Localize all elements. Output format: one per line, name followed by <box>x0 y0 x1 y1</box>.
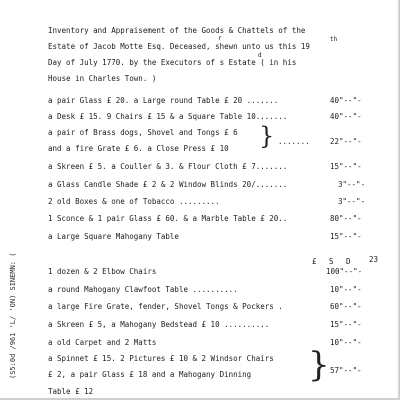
item-b-0: 1 dozen & 2 Elbow Chairs <box>48 267 157 276</box>
header-line-1: Inventory and Appraisement of the Goods & Chattels of the <box>48 26 306 35</box>
item-b-2-value: 60"--"- <box>330 302 362 311</box>
column-pence: D <box>346 257 351 266</box>
item-b-3: a Skreen £ 5, a Mahogany Bedstead £ 10 .......... <box>48 320 270 329</box>
item-b-2: a large Fire Grate, fender, Shovel Tongs & Pockers . <box>48 302 283 311</box>
item-a-6-value: 3"--"- <box>338 197 366 206</box>
item-a-3-value: 22"--"- <box>330 137 362 146</box>
item-b-4: a old Carpet and 2 Matts <box>48 338 157 347</box>
item-a-0-value: 40"--"- <box>330 96 362 105</box>
item-b-1-value: 10"--"- <box>330 285 362 294</box>
item-a-1: a Desk £ 15. 9 Chairs £ 15 & a Square Table 10....... <box>48 112 288 121</box>
item-b-4-value: 10"--"- <box>330 338 362 347</box>
item-b-0-value: 100"--"- <box>326 267 363 276</box>
margin-annotation: (S5:0d /961 'L/ 'ON) SINEMN: ( <box>9 252 17 379</box>
item-a-4-value: 15"--"- <box>330 162 362 171</box>
page-number: 23 <box>369 255 379 264</box>
column-pounds: £ <box>312 257 317 266</box>
column-shillings: S <box>329 257 334 266</box>
item-a-2: a pair of Brass dogs, Shovel and Tongs £ 6 <box>48 128 238 137</box>
item-b-6-value: 57"--"- <box>330 366 362 375</box>
item-b-3-value: 15"--"- <box>330 320 362 329</box>
item-a-3: and a fire Grate £ 6. a Close Press £ 10 <box>48 144 229 153</box>
header-superscript-th: th <box>330 36 338 43</box>
item-a-6: 2 old Boxes & one of Tobacco ......... <box>48 197 220 206</box>
item-a-0: a pair Glass £ 20. a Large round Table £ 20 ....... <box>48 96 279 105</box>
brace-a: } <box>259 122 275 150</box>
item-a-7: 1 Sconce & 1 pair Glass £ 60. & a Marble Table £ 20.. <box>48 214 288 223</box>
item-a-4: a Skreen £ 5. a Couller & 3. & Flour Cloth £ 7....... <box>48 162 288 171</box>
item-a-8-value: 15"--"- <box>330 232 362 241</box>
header-line-3: Day of July 1770. by the Executors of s Estate ( in his <box>48 58 297 67</box>
item-b-5: a Spinnet £ 15. 2 Pictures £ 10 & 2 Windsor Chairs <box>48 354 274 363</box>
item-a-7-value: 80"--"- <box>330 214 362 223</box>
item-b-1: a round Mahogany Clawfoot Table .......... <box>48 285 238 294</box>
item-a-3-leader: ....... <box>278 137 310 146</box>
item-a-5: a Glass Candle Shade £ 2 & 2 Window Blinds 20/....... <box>48 180 288 189</box>
brace-b: } <box>308 345 330 385</box>
item-a-1-value: 40"--"- <box>330 112 362 121</box>
item-a-8: a Large Square Mahogany Table <box>48 232 179 241</box>
header-line-2: Estate of Jacob Motte Esq. Deceased, shewn unto us this 19 <box>48 42 310 51</box>
item-b-6: £ 2, a pair Glass £ 18 and a Mahogany Dinning <box>48 370 252 379</box>
item-a-5-value: 3"--"- <box>338 180 366 189</box>
header-superscript-r: r <box>218 35 222 42</box>
header-superscript-d: d <box>258 52 262 59</box>
header-line-4: House in Charles Town. ) <box>48 74 157 83</box>
item-b-7: Table £ 12 <box>48 387 94 396</box>
